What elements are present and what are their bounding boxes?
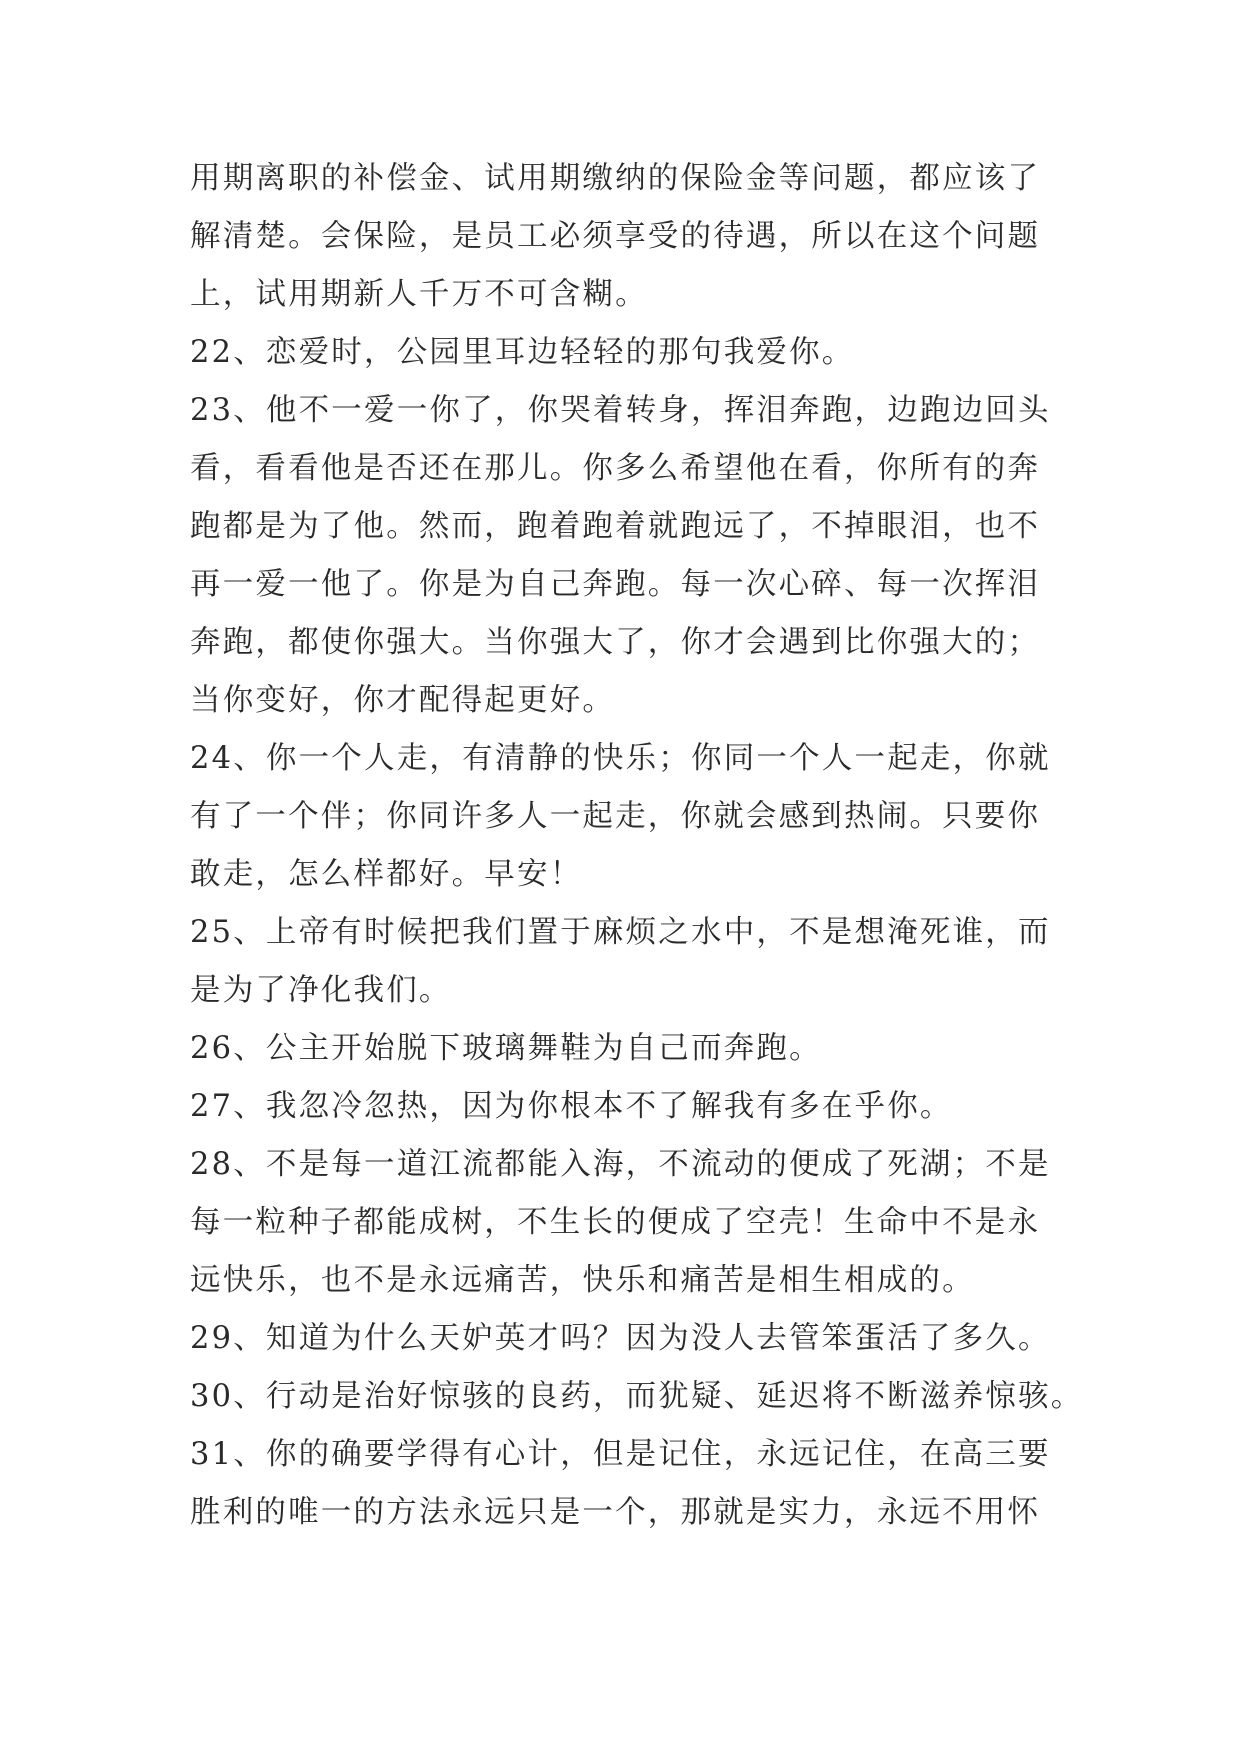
text-line: 28、不是每一道江流都能入海，不流动的便成了死湖；不是	[190, 1147, 1051, 1182]
document-body	[190, 150, 1084, 1542]
text-line: 29、知道为什么天妒英才吗？因为没人去管笨蛋活了多久。	[190, 1321, 1051, 1356]
text-line: 31、你的确要学得有心计，但是记住，永远记住，在高三要	[190, 1437, 1051, 1472]
text-line: 看，看看他是否还在那儿。你多么希望他在看，你所有的奔	[190, 451, 1041, 486]
text-line: 当你变好，你才配得起更好。	[190, 683, 616, 718]
text-line: 每一粒种子都能成树，不生长的便成了空壳！生命中不是永	[190, 1205, 1041, 1240]
text-line: 有了一个伴；你同许多人一起走，你就会感到热闹。只要你	[190, 799, 1041, 834]
text-line: 26、公主开始脱下玻璃舞鞋为自己而奔跑。	[190, 1031, 822, 1066]
text-line: 23、他不一爱一你了，你哭着转身，挥泪奔跑，边跑边回头	[190, 393, 1051, 428]
text-line: 24、你一个人走，有清静的快乐；你同一个人一起走，你就	[190, 741, 1051, 776]
text-line: 远快乐，也不是永远痛苦，快乐和痛苦是相生相成的。	[190, 1263, 975, 1298]
text-line: 解清楚。会保险，是员工必须享受的待遇，所以在这个问题	[190, 219, 1041, 254]
text-line: 再一爱一他了。你是为自己奔跑。每一次心碎、每一次挥泪	[190, 567, 1041, 602]
text-line: 跑都是为了他。然而，跑着跑着就跑远了，不掉眼泪，也不	[190, 509, 1041, 544]
text-line: 25、上帝有时候把我们置于麻烦之水中，不是想淹死谁，而	[190, 915, 1051, 950]
text-line: 27、我忽冷忽热，因为你根本不了解我有多在乎你。	[190, 1089, 953, 1124]
text-line: 上，试用期新人千万不可含糊。	[190, 277, 648, 312]
text-line: 是为了净化我们。	[190, 973, 452, 1008]
text-line: 敢走，怎么样都好。早安！	[190, 857, 583, 892]
text-line: 30、行动是治好惊骇的良药，而犹疑、延迟将不断滋养惊骇。	[190, 1379, 1084, 1414]
text-line: 奔跑，都使你强大。当你强大了，你才会遇到比你强大的；	[190, 625, 1041, 660]
text-line: 22、恋爱时，公园里耳边轻轻的那句我爱你。	[190, 335, 855, 370]
text-line: 用期离职的补偿金、试用期缴纳的保险金等问题，都应该了	[190, 161, 1041, 196]
text-line: 胜利的唯一的方法永远只是一个，那就是实力，永远不用怀	[190, 1495, 1041, 1530]
